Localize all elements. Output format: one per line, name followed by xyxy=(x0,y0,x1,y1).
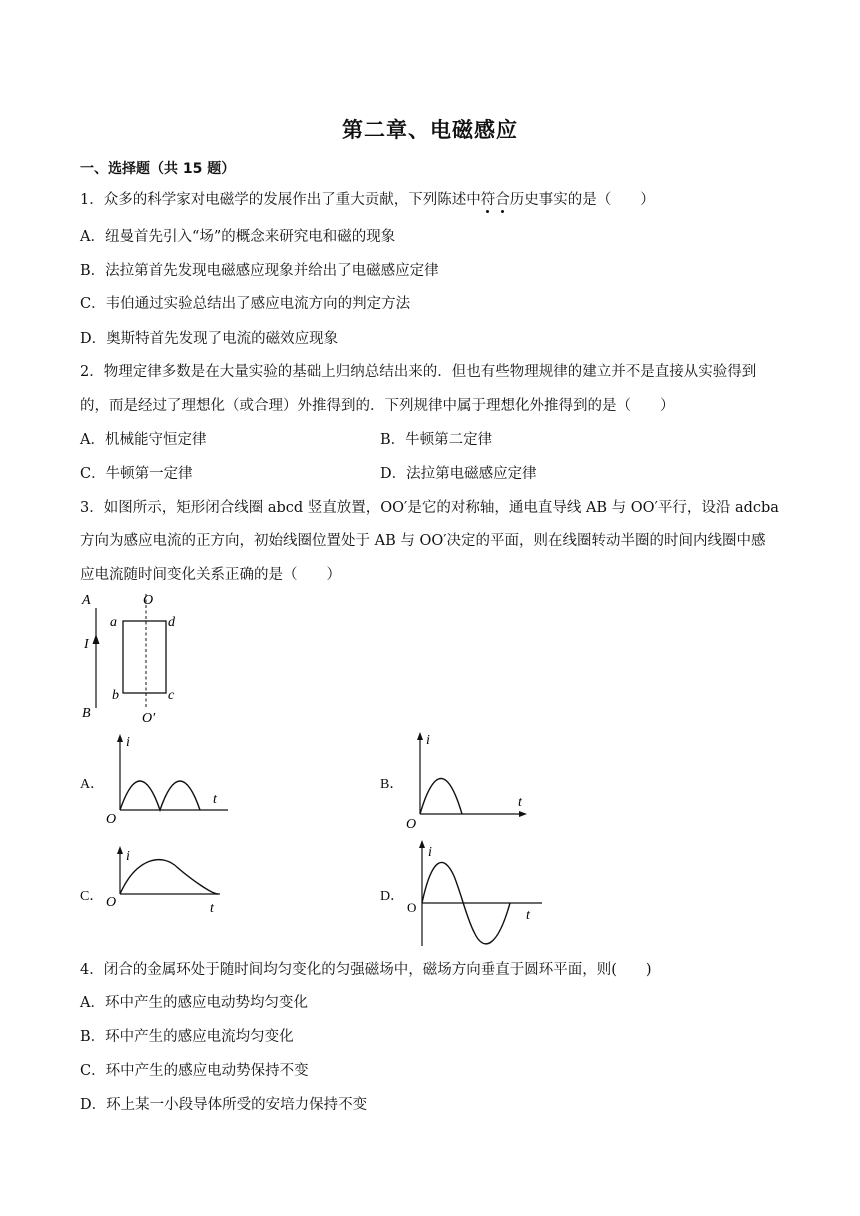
axis-t-label: t xyxy=(518,795,522,810)
origin-label: O xyxy=(106,895,117,910)
q3-option-b-label: B． xyxy=(380,777,404,792)
label-A: A xyxy=(82,593,91,608)
label-O-prime: O′ xyxy=(142,711,156,726)
axis-t-label: t xyxy=(210,901,214,916)
question-1-stem xyxy=(80,188,655,209)
label-I: I xyxy=(84,637,89,652)
q1-stem-part-a: 1．众多的科学家对电磁学的发展作出了重大贡献，下列陈述中 xyxy=(80,192,481,208)
axis-i-label: i xyxy=(126,849,130,864)
q1-option-a: A．纽曼首先引入“场”的概念来研究电和磁的现象 xyxy=(80,229,396,245)
label-d: d xyxy=(168,615,175,630)
label-O: O xyxy=(143,593,154,608)
axis-i-label: i xyxy=(126,735,130,750)
label-b: b xyxy=(112,688,119,703)
q1-stem-part-b: 历史事实的是（ ） xyxy=(509,192,655,208)
question-3-line-1: 3．如图所示，矩形闭合线圈 abcd 竖直放置，OO′是它的对称轴，通电直导线 AB 与 OO′平行，设沿 adcba xyxy=(80,500,779,516)
axis-i-label: i xyxy=(426,733,430,748)
origin-label: O xyxy=(406,817,417,832)
question-4-stem: 4．闭合的金属环处于随时间均匀变化的匀强磁场中，磁场方向垂直于圆环平面，则( ) xyxy=(80,962,652,978)
q4-option-d: D．环上某一小段导体所受的安培力保持不变 xyxy=(80,1097,368,1113)
question-2-line-1: 2．物理定律多数是在大量实验的基础上归纳总结出来的．但也有些物理规律的建立并不是直接从实验得到 xyxy=(80,364,757,380)
q4-option-c: C．环中产生的感应电动势保持不变 xyxy=(80,1063,309,1079)
q1-emphasis-char-1: 符 xyxy=(480,192,496,208)
q3-option-b-graph xyxy=(402,728,532,832)
axis-t-label: t xyxy=(526,908,530,923)
q1-option-d: D．奥斯特首先发现了电流的磁效应现象 xyxy=(80,331,339,347)
q3-coil-figure xyxy=(76,586,196,726)
origin-label: O xyxy=(106,812,117,824)
q3-option-d-graph xyxy=(402,836,552,952)
q2-option-c: C．牛顿第一定律 xyxy=(80,466,193,482)
label-c: c xyxy=(168,688,175,703)
axis-i-label: i xyxy=(428,845,432,860)
q1-option-c: C．韦伯通过实验总结出了感应电流方向的判定方法 xyxy=(80,296,411,312)
q3-option-c-graph xyxy=(102,842,232,918)
q2-option-a: A．机械能守恒定律 xyxy=(80,432,207,448)
q1-emphasis-char-2: 合 xyxy=(495,192,510,208)
origin-label: O xyxy=(407,900,417,915)
label-a: a xyxy=(110,615,117,630)
q3-option-c-label: C． xyxy=(80,889,104,904)
page-title: 第二章、电磁感应 xyxy=(342,118,518,142)
axis-t-label: t xyxy=(213,792,217,807)
question-3-line-3: 应电流随时间变化关系正确的是（ ） xyxy=(80,567,341,583)
question-3-line-2: 方向为感应电流的正方向，初始线圈位置处于 AB 与 OO′决定的平面，则在线圈转动半圈的时间内线圈中感 xyxy=(80,533,766,549)
q4-option-b: B．环中产生的感应电流均匀变化 xyxy=(80,1029,294,1045)
question-2-line-2: 的，而是经过了理想化（或合理）外推得到的．下列规律中属于理想化外推得到的是（ ） xyxy=(80,398,675,414)
section-heading: 一、选择题（共 15 题） xyxy=(80,161,236,177)
q4-option-a: A．环中产生的感应电动势均匀变化 xyxy=(80,995,308,1011)
label-B: B xyxy=(82,706,91,721)
q3-option-d-label: D． xyxy=(380,889,405,904)
q3-option-a-graph xyxy=(102,730,236,824)
q3-option-a-label: A． xyxy=(80,777,105,792)
q2-option-d: D．法拉第电磁感应定律 xyxy=(380,466,537,482)
q1-option-b: B．法拉第首先发现电磁感应现象并给出了电磁感应定律 xyxy=(80,263,439,279)
q2-option-b: B．牛顿第二定律 xyxy=(380,432,493,448)
